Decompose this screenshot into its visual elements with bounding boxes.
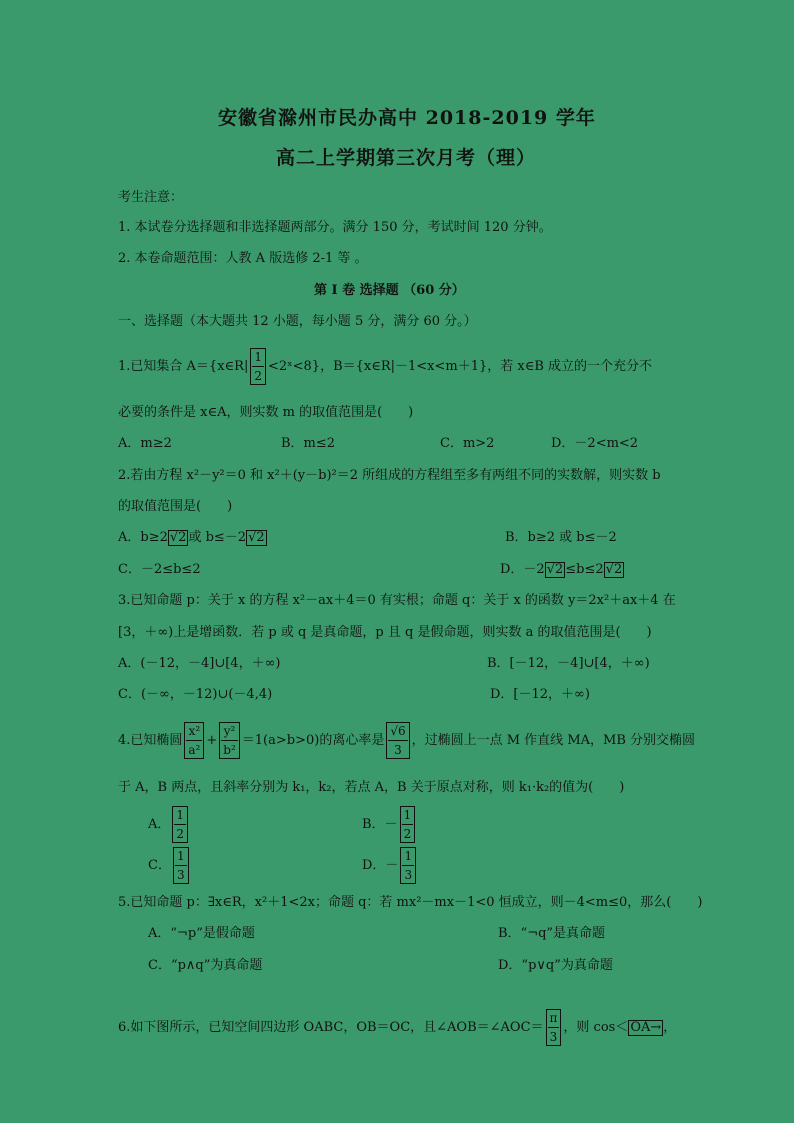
q2-option-b: B．b≥2 或 b≤－2 [505, 530, 617, 545]
option-letter: C． [148, 858, 171, 873]
q4-text-prefix: 4.已知椭圆 [118, 733, 183, 748]
notice-item-1: 1. 本试卷分选择题和非选择题两部分。满分 150 分，考试时间 120 分钟。 [118, 220, 552, 235]
q3-option-d: D．[－12，＋∞) [490, 687, 590, 702]
part-title: 第 I 卷 选择题 （60 分） [314, 283, 465, 298]
q3-option-a: A．(－12，－4]∪[4，＋∞) [118, 656, 281, 671]
q6-text-mid: ，则 cos＜ [563, 1020, 629, 1035]
frac-den: 2 [176, 827, 185, 841]
title-line-1: 安徽省滁州市民办高中 2018-2019 学年 [218, 107, 596, 129]
q3-option-b: B．[－12，－4]∪[4，＋∞) [487, 656, 650, 671]
notice-heading: 考生注意： [118, 190, 184, 205]
q2-option-a [118, 530, 267, 546]
q1-text-a: 1.已知集合 A＝{x∈R| [118, 359, 249, 374]
q5-option-b: B．“¬q”是真命题 [498, 926, 606, 941]
sqrt-box: √2 [546, 562, 564, 577]
q2-option-d [500, 562, 624, 578]
sqrt-box: √2 [605, 562, 623, 577]
q6-text-prefix: 6.如下图所示，已知空间四边形 OABC，OB＝OC，且∠AOB＝∠AOC＝ [118, 1020, 544, 1035]
question-2-line-2: 的取值范围是( ) [118, 499, 233, 514]
sqrt-box: √2 [169, 530, 187, 545]
question-3-line-2: [3，＋∞)上是增函数．若 p 或 q 是真命题，p 且 q 是假命题，则实数 a 的取值范围是( ) [118, 625, 652, 640]
frac-num: y² [221, 723, 238, 741]
q1-frac-num: 1 [252, 349, 264, 367]
option-letter: D．－ [362, 858, 399, 873]
question-4-line-2: 于 A，B 两点，且斜率分别为 k₁，k₂，若点 A，B 关于原点对称，则 k₁·k₂的值为( ) [118, 780, 625, 795]
q4-option-a [148, 806, 190, 844]
question-1-line-1 [118, 348, 652, 386]
vector-box: OA→ [630, 1020, 662, 1035]
question-6-line-1 [118, 1008, 676, 1048]
q1-fraction [250, 348, 266, 385]
frac-num: 1 [402, 807, 414, 825]
frac-den: 3 [394, 743, 402, 757]
q2-opt-d-text: D．－2 [500, 562, 545, 577]
angle-fraction [546, 1009, 562, 1046]
question-5-line-1: 5.已知命题 p：∃x∈R，x²＋1<2x；命题 q：若 mx²－mx－1<0 恒成立，则－4<m≤0，那么( ) [118, 895, 703, 910]
option-fraction [172, 806, 188, 843]
q5-option-d: D．“p∨q”为真命题 [498, 958, 613, 973]
frac-num: 1 [175, 848, 187, 866]
option-fraction [400, 806, 416, 843]
frac-den: 3 [404, 868, 413, 882]
frac-num: 1 [402, 848, 414, 866]
ellipse-y-fraction [219, 722, 240, 759]
q2-opt-a-text-2: 或 b≤－2 [188, 530, 247, 545]
frac-num: π [548, 1010, 560, 1028]
frac-den: 3 [549, 1030, 558, 1044]
q4-text-mid: ＝1(a>b>0)的离心率是 [241, 733, 385, 748]
option-letter: A． [148, 817, 171, 832]
question-2-line-1: 2.若由方程 x²－y²＝0 和 x²＋(y－b)²＝2 所组成的方程组至多有两组不同的实数解，则实数 b [118, 468, 661, 483]
q2-option-c: C．－2≤b≤2 [118, 562, 201, 577]
q4-option-d [362, 847, 418, 885]
plus-sign: + [206, 733, 218, 748]
q3-option-c: C．(－∞，－12)∪(－4,4) [118, 687, 273, 702]
q1-frac-den: 2 [254, 369, 262, 383]
frac-num: x² [186, 723, 202, 741]
q2-opt-d-text-2: ≤b≤2 [565, 562, 604, 577]
q4-option-c [148, 847, 191, 885]
q4-option-b [362, 806, 417, 844]
title-line-2: 高二上学期第三次月考（理） [276, 147, 537, 169]
q1-text-b: <2ˣ<8}，B＝{x∈R|－1<x<m＋1}，若 x∈B 成立的一个充分不 [267, 359, 653, 374]
ellipse-x-fraction [184, 722, 204, 759]
section-title: 一、选择题（本大题共 12 小题，每小题 5 分，满分 60 分。） [118, 314, 477, 329]
q1-option-a: A．m≥2 [118, 436, 172, 451]
option-fraction [173, 847, 189, 884]
q6-text-suffix: ， [663, 1020, 677, 1035]
question-4-line-1 [118, 720, 695, 762]
question-3-line-1: 3.已知命题 p：关于 x 的方程 x²－ax＋4＝0 有实根；命题 q：关于 x 的函数 y＝2x²＋ax＋4 在 [118, 593, 676, 608]
option-fraction [400, 847, 416, 884]
frac-den: b² [223, 743, 236, 757]
frac-den: a² [188, 743, 201, 757]
q1-option-d: D．－2<m<2 [551, 436, 639, 451]
frac-den: 2 [403, 827, 412, 841]
question-1-line-2: 必要的条件是 x∈A，则实数 m 的取值范围是( ) [118, 405, 414, 420]
eccentricity-fraction [386, 722, 409, 759]
frac-den: 3 [176, 868, 185, 882]
q1-option-c: C．m>2 [440, 436, 495, 451]
q2-opt-a-text: A．b≥2 [118, 530, 168, 545]
q5-option-a: A．“¬p”是假命题 [148, 926, 255, 941]
q1-option-b: B．m≤2 [281, 436, 336, 451]
frac-num: 1 [174, 807, 186, 825]
q4-text-suffix: ，过椭圆上一点 M 作直线 MA，MB 分别交椭圆 [411, 733, 696, 748]
sqrt-box: √2 [248, 530, 265, 545]
frac-num: √6 [388, 723, 407, 741]
q5-option-c: C．“p∧q”为真命题 [148, 958, 263, 973]
option-letter: B．－ [362, 817, 398, 832]
notice-item-2: 2. 本卷命题范围：人教 A 版选修 2-1 等 。 [118, 251, 368, 266]
